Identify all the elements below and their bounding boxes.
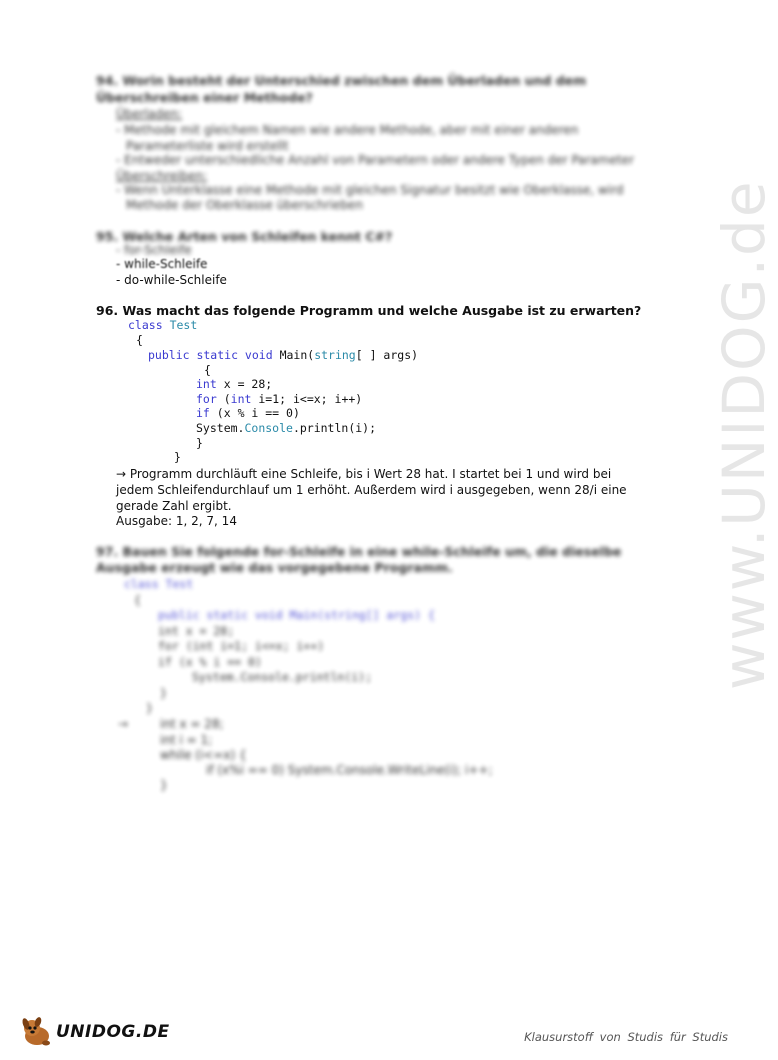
q97-code-line-3: public static void Main(string[] args) { [158,608,435,622]
q97-code-line-9: } [146,701,153,715]
q97-code-line-8: } [160,686,167,700]
code-line-7: if (x % i == 0) [196,406,300,420]
question-97-title-line-2: Ausgabe erzeugt wie das vorgegebene Programm. [96,560,453,575]
q94-item-1: - Methode mit gleichem Namen wie andere Methode, aber mit einer anderen [116,123,579,137]
q94-item-1b: Parameterliste wird erstellt [126,139,289,153]
q97-code-line-6: if (x % i == 0) [158,655,262,669]
code-line-2: { [136,333,143,347]
question-96-title: 96. Was macht das folgende Programm und welche Ausgabe ist zu erwarten? [96,303,642,318]
q97-code-line-5: for (int i=1; i<=x; i++) [158,639,325,653]
q97-code-line-4: int x = 28; [158,624,235,638]
watermark: www.UNIDOG.de [710,179,778,690]
code-line-10: } [174,450,181,464]
code-line-5: int x = 28; [196,377,273,391]
footer-note: Klausurstoff von Studis für Studis [524,1030,728,1044]
code-line-9: } [196,436,203,450]
code-line-4: { [204,363,211,377]
dog-icon [20,1016,54,1048]
q97-answer-line-2: int i = 1; [160,733,213,747]
q96-answer-line-3: gerade Zahl ergibt. [116,499,232,513]
q97-answer-line-3: while (i<=x) { [160,748,247,762]
q97-code-line-7: System.Console.println(i); [192,670,373,684]
q96-output: Ausgabe: 1, 2, 7, 14 [116,514,237,528]
q96-answer-line-2: jedem Schleifendurchlauf um 1 erhöht. Außerdem wird i ausgegeben, wenn 28/i eine [116,483,627,497]
question-94-title: 94. Worin besteht der Unterschied zwischen dem Überladen und dem Überschreiben einer Methode? [96,73,587,105]
q97-arrow: → [118,717,129,731]
q97-answer-line-5: } [160,778,168,792]
q94-overloading-label: Überladen: [116,107,183,121]
q97-code-line-1: class Test [124,577,194,591]
q97-answer-line-1: int x = 28; [160,717,224,731]
code-line-6: for (int i=1; i<=x; i++) [196,392,363,406]
q94-item-3: - Wenn Unterklasse eine Methode mit gleichen Signatur besitzt wie Oberklasse, wird [116,183,624,197]
q95-item-2: - while-Schleife [116,257,208,271]
code-line-3: public static void Main(string[ ] args) [148,348,419,362]
question-95-title: 95. Welche Arten von Schleifen kennt C#? [96,229,393,244]
q95-item-3: - do-while-Schleife [116,273,227,287]
q94-item-2: - Entweder unterschiedliche Anzahl von Parametern oder andere Typen der Parameter [116,153,634,167]
question-97-title-line-1: 97. Bauen Sie folgende for-Schleife in eine while-Schleife um, die dieselbe [96,544,622,559]
q95-item-1: - for-Schleife [116,243,192,257]
q97-answer-line-4: if (x%i == 0) System.Console.WriteLine(i); i++; [206,763,493,777]
q94-overriding-label: Überschreiben: [116,169,208,183]
logo-text: UNIDOG.DE [56,1022,170,1042]
code-line-1: class Test [128,318,198,332]
q97-code-line-2: { [134,593,141,607]
q96-answer-line-1: → Programm durchläuft eine Schleife, bis i Wert 28 hat. I startet bei 1 und wird bei [116,467,612,481]
unidog-logo[interactable] [20,1016,170,1048]
code-line-8: System.Console.println(i); [196,421,377,435]
q94-item-3b: Methode der Oberklasse überschrieben [126,198,363,212]
